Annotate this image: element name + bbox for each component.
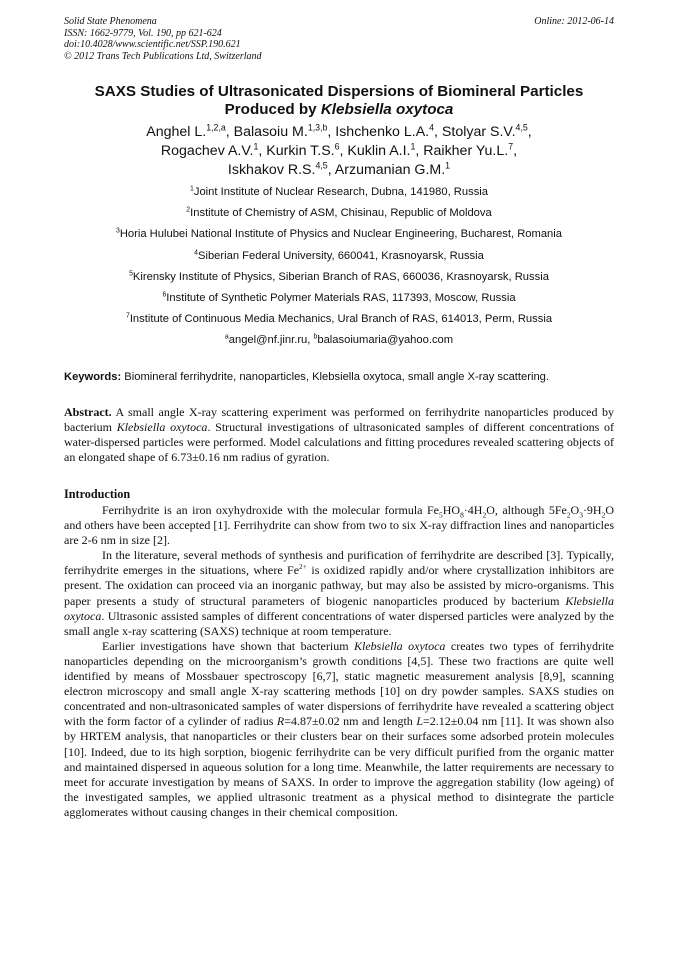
author-name: , Stolyar S.V. (434, 124, 516, 140)
text: ·9H (582, 503, 602, 517)
affiliation-number: 3 (115, 227, 120, 235)
species-name: Klebsiella oxytoca (354, 638, 446, 653)
affiliation (60, 288, 618, 309)
author-affil-sup: 4,5 (515, 122, 528, 133)
journal-doi: doi:10.4028/www.scientific.net/SSP.190.621 (64, 39, 241, 51)
author-name: , Raikher Yu.L. (415, 143, 509, 159)
keywords (64, 370, 616, 384)
author-separator: , (513, 143, 518, 159)
subscript: 2 (482, 510, 487, 520)
author-name: , Kuklin A.I. (339, 143, 411, 159)
species-name: Klebsiella oxytoca (64, 593, 614, 623)
affiliation (60, 267, 618, 288)
abstract-species: Klebsiella oxytoca (116, 420, 208, 435)
text: is oxidized rapidly and/or where crystallization inhibitors are present. The oxidation can proceed via an inorganic pathway, but may also be assisted by micro-organisms. This paper presents a study of structural parameters of biogenic nanoparticles produced by bacterium (64, 563, 614, 608)
affiliation (60, 309, 618, 330)
title-prefix: Produced by (224, 100, 321, 118)
subscript: 3 (579, 510, 583, 520)
author-name: , Arzumanian G.M. (327, 162, 446, 178)
keywords-label: Keywords: (64, 371, 122, 383)
affiliation (60, 246, 618, 267)
text: creates two types of ferrihydrite nanoparticles depending on the microorganism’s growth conditions [4,5]. These two fractions are quite well identified by means of Mossbauer spectroscopy [6,7], static magnetic measurement analysis [8,9], scanning electron microscopy and small angle X-ray scattering methods [10] on dry powder samples. SAXS studies on concentrated and non-ultrasonicated samples of water dispersions of ferrihydrite have revealed a scattering object with the form factor of a cylinder of radius (64, 638, 614, 729)
keywords-text: Biomineral ferrihydrite, nanoparticles, Klebsiella oxytoca, small angle X-ray scattering. (121, 371, 550, 383)
text: O and others have been accepted [1]. Ferrihydrite can show from two to six X-ray diffraction lines and nanoparticles are 2-6 nm in size [2]. (64, 503, 614, 548)
author-affil-sup: 6 (334, 141, 340, 152)
abstract (64, 405, 614, 465)
title-line-2 (60, 101, 618, 119)
text: Ferrihydrite is an iron oxyhydroxide with the molecular formula Fe (102, 503, 440, 517)
section-heading-introduction: Introduction (64, 487, 131, 501)
email-line (60, 330, 618, 351)
online-date: Online: 2012-06-14 (534, 16, 614, 27)
affiliation-number: 5 (129, 270, 133, 278)
affiliation-text: Kirensky Institute of Physics, Siberian Branch of RAS, 660036, Krasnoyarsk, Russia (132, 270, 549, 283)
author-affil-sup: 1 (410, 141, 416, 152)
text: =2.12±0.04 nm [11]. It was shown also by HRTEM analysis, that nanoparticles or their clusters bear on their surfaces some adsorbed protein molecules [10]. Indeed, due to its high sorption, biogenic ferrihydrite can be very difficult purified from the organic matter and maintained dispersed in aqueous solution for a long time. Meanwhile, the latter requirements are necessary to meet for accurate investigation by means of SAXS. In order to improve the aggregation stability (low ageing) of the investigated samples, we applied ultrasonic treatment as a physical method to disintegrate the particle agglomerates without causing changes in their chemical composition. (64, 714, 614, 819)
affiliation-text: Siberian Federal University, 660041, Krasnoyarsk, Russia (198, 249, 484, 262)
author-affil-sup: 1,2,a (206, 122, 226, 133)
author-affil-sup: 7 (508, 141, 514, 152)
author-name: Anghel L. (146, 124, 207, 140)
title-line-1: SAXS Studies of Ultrasonicated Dispersions of Biomineral Particles (94, 83, 584, 100)
text: O, although 5Fe (486, 503, 567, 517)
affiliation (60, 224, 618, 245)
author-affil-sup: 1,3,b (307, 122, 328, 133)
paper-title (60, 83, 618, 118)
affiliation-number: 7 (125, 312, 130, 320)
author-name: , Balasoiu M. (225, 124, 308, 140)
email-marker: a (224, 333, 229, 341)
author-name: , Ishchenko L.A. (327, 124, 430, 140)
abstract-text: A small angle X-ray scattering experiment was performed on ferrihydrite nanoparticles produced by bacterium (64, 405, 614, 435)
text: =4.87±0.02 nm and length (284, 714, 417, 729)
abstract-label: Abstract. (64, 405, 112, 419)
affiliation-number: 4 (194, 248, 199, 256)
author-affil-sup: 1 (253, 141, 259, 152)
author-affil-sup: 4,5 (315, 160, 328, 171)
paragraph (64, 639, 614, 820)
paragraph (64, 503, 614, 548)
author-line-2 (60, 142, 618, 161)
text: O (570, 503, 580, 517)
subscript: 2 (601, 510, 606, 520)
subscript: 8 (460, 510, 464, 520)
subscript: 5 (439, 510, 443, 520)
paragraph (64, 548, 614, 639)
subscript: 2 (566, 510, 571, 520)
journal-copyright: © 2012 Trans Tech Publications Ltd, Switzerland (64, 50, 262, 62)
author-line-1 (60, 123, 618, 142)
affiliation-text: Institute of Synthetic Polymer Materials RAS, 117393, Moscow, Russia (166, 292, 516, 305)
author-list (60, 123, 618, 180)
affiliation-number: 6 (162, 291, 167, 299)
author-name: Rogachev A.V. (160, 143, 254, 159)
journal-header (64, 16, 262, 62)
affiliation-number: 1 (189, 185, 194, 193)
superscript: 2+ (299, 562, 307, 572)
affiliation-text: Horia Hulubei National Institute of Physics and Nuclear Engineering, Bucharest, Romania (119, 228, 562, 241)
affiliation-text: Institute of Continuous Media Mechanics, Ural Branch of RAS, 614013, Perm, Russia (129, 313, 553, 326)
abstract-text: . Structural investigations of ultrasonicated samples of different concentrations of water-dispersed particles were performed. Model calculations and fitting procedures revealed scattering objects of an elongated shape of 6.73±0.16 nm radius of gyration. (64, 420, 614, 465)
affiliation (60, 203, 618, 224)
text: Earlier investigations have shown that bacterium (102, 638, 354, 653)
text: In the literature, several methods of synthesis and purification of ferrihydrite are described [3]. Typically, ferrihydrite emerges in the situations, where Fe (64, 548, 614, 578)
affiliation-number: 2 (186, 206, 191, 214)
email-address: balasoiumaria@yahoo.com (317, 334, 454, 347)
variable: R (276, 714, 285, 729)
journal-name: Solid State Phenomena (64, 16, 157, 27)
introduction-body (64, 503, 614, 820)
text: ·4H (463, 503, 483, 517)
affiliation (60, 182, 618, 203)
email-marker: b (313, 333, 318, 341)
affiliation-text: Institute of Chemistry of ASM, Chisinau, Republic of Moldova (190, 207, 492, 220)
author-name: Iskhakov R.S. (227, 162, 316, 178)
author-affil-sup: 1 (445, 160, 451, 171)
variable: L (416, 714, 424, 729)
journal-issn: ISSN: 1662-9779, Vol. 190, pp 621-624 (64, 27, 222, 39)
email-address: angel@nf.jinr.ru, (228, 334, 314, 347)
text: . Ultrasonic assisted samples of different concentrations of water dispersed particles were analyzed by the small angle x-ray scattering (SAXS) technique at room temperature. (64, 608, 614, 638)
author-separator: , (527, 124, 532, 140)
author-line-3 (60, 161, 618, 180)
affiliation-list (60, 182, 618, 352)
text: HO (442, 503, 461, 517)
author-name: , Kurkin T.S. (258, 143, 335, 159)
title-species: Klebsiella oxytoca (320, 100, 454, 118)
author-affil-sup: 4 (429, 122, 435, 133)
affiliation-text: Joint Institute of Nuclear Research, Dubna, 141980, Russia (193, 186, 488, 198)
